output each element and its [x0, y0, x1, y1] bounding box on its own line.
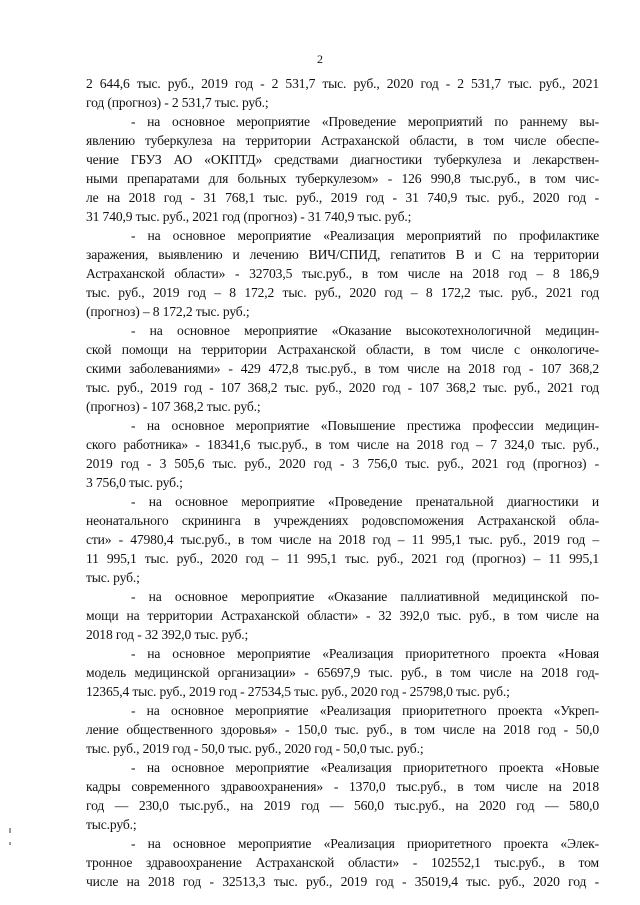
- text-line: числе на 2018 год - 32513,3 тыс. руб., 2019 год - 35019,4 тыс. руб., 2020 год -: [86, 874, 599, 889]
- text-line: 12365,4 тыс. руб., 2019 год - 27534,5 тыс. руб., 2020 год - 25798,0 тыс. руб.;: [86, 684, 510, 699]
- text-line: 11 995,1 тыс. руб., 2020 год – 11 995,1 тыс. руб., 2021 год (прогноз) – 11 995,1: [86, 551, 599, 566]
- text-line: - на основное мероприятие «Оказание высокотехнологичной медицин-: [131, 323, 599, 338]
- text-line: сти» - 47980,4 тыс.руб., в том числе на 2018 год – 11 995,1 тыс. руб., 2019 год –: [86, 532, 599, 547]
- text-line: тыс. руб., 2019 год - 50,0 тыс. руб., 2020 год - 50,0 тыс. руб.;: [86, 741, 424, 756]
- scan-mark: [9, 842, 11, 845]
- text-line: тыс. руб.;: [86, 570, 140, 585]
- text-line: - на основное мероприятие «Повышение престижа профессии медицин-: [131, 418, 599, 433]
- text-line: ными препаратами для больных туберкулезом» - 126 990,8 тыс.руб., в том чис-: [86, 171, 599, 186]
- text-line: тыс. руб., 2019 год – 8 172,2 тыс. руб., 2020 год – 8 172,2 тыс. руб., 2021 год: [86, 285, 599, 300]
- text-line: чение ГБУЗ АО «ОКПТД» средствами диагностики туберкулеза и лекарствен-: [86, 152, 599, 167]
- text-line: - на основное мероприятие «Реализация приоритетного проекта «Новые: [131, 760, 599, 775]
- text-line: 2019 год - 3 505,6 тыс. руб., 2020 год - 3 756,0 тыс. руб., 2021 год (прогноз) -: [86, 456, 599, 471]
- text-line: скими заболеваниями» - 429 472,8 тыс.руб., в том числе на 2018 год - 107 368,2: [86, 361, 599, 376]
- text-line: - на основное мероприятие «Реализация приоритетного проекта «Элек-: [131, 836, 599, 851]
- text-line: ского работника» - 18341,6 тыс.руб., в том числе на 2018 год – 7 324,0 тыс. руб.,: [86, 437, 599, 452]
- text-line: заражения, выявлению и лечению ВИЧ/СПИД, гепатитов В и С на территории: [86, 247, 599, 262]
- text-line: ской помощи на территории Астраханской области, в том числе с онкологиче-: [86, 342, 599, 357]
- text-line: 31 740,9 тыс. руб., 2021 год (прогноз) - 31 740,9 тыс. руб.;: [86, 209, 412, 224]
- text-line: ление общественного здоровья» - 150,0 тыс. руб., в том числе на 2018 год - 50,0: [86, 722, 599, 737]
- text-line: 2018 год - 32 392,0 тыс. руб.;: [86, 627, 249, 642]
- text-line: (прогноз) – 8 172,2 тыс. руб.;: [86, 304, 250, 319]
- text-line: тыс. руб., 2019 год - 107 368,2 тыс. руб., 2020 год - 107 368,2 тыс. руб., 2021 год: [86, 380, 599, 395]
- text-line: модель медицинской организации» - 65697,9 тыс. руб., в том числе на 2018 год-: [86, 665, 599, 680]
- text-line: (прогноз) - 107 368,2 тыс. руб.;: [86, 399, 261, 414]
- scan-mark: [9, 828, 11, 833]
- text-line: ле на 2018 год - 31 768,1 тыс. руб., 2019 год - 31 740,9 тыс. руб., 2020 год -: [86, 190, 599, 205]
- text-line: - на основное мероприятие «Реализация приоритетного проекта «Новая: [131, 646, 599, 661]
- text-line: явлению туберкулеза на территории Астраханской области, в том числе обеспе-: [86, 133, 599, 148]
- text-line: тыс.руб.;: [86, 817, 137, 832]
- text-line: - на основное мероприятие «Реализация мероприятий по профилактике: [131, 228, 599, 243]
- text-line: - на основное мероприятие «Проведение пренатальной диагностики и: [131, 494, 599, 509]
- text-line: мощи на территории Астраханской области» - 32 392,0 тыс. руб., в том числе на: [86, 608, 599, 623]
- text-line: Астраханской области» - 32703,5 тыс.руб., в том числе на 2018 год – 8 186,9: [86, 266, 599, 281]
- text-line: тронное здравоохранение Астраханской области» - 102552,1 тыс.руб., в том: [86, 855, 599, 870]
- text-line: год (прогноз) - 2 531,7 тыс. руб.;: [86, 95, 269, 110]
- text-line: 3 756,0 тыс. руб.;: [86, 475, 183, 490]
- text-line: кадры современного здравоохранения» - 1370,0 тыс.руб., в том числе на 2018: [86, 779, 599, 794]
- page-number: 2: [317, 52, 323, 66]
- text-line: 2 644,6 тыс. руб., 2019 год - 2 531,7 тыс. руб., 2020 год - 2 531,7 тыс. руб., 2021: [86, 76, 599, 91]
- text-line: - на основное мероприятие «Реализация приоритетного проекта «Укреп-: [131, 703, 599, 718]
- text-line: неонатального скрининга в учреждениях родовспоможения Астраханской обла-: [86, 513, 599, 528]
- text-line: год — 230,0 тыс.руб., на 2019 год — 560,0 тыс.руб., на 2020 год — 580,0: [86, 798, 599, 813]
- text-line: - на основное мероприятие «Оказание паллиативной медицинской по-: [131, 589, 599, 604]
- text-line: - на основное мероприятие «Проведение мероприятий по раннему вы-: [131, 114, 599, 129]
